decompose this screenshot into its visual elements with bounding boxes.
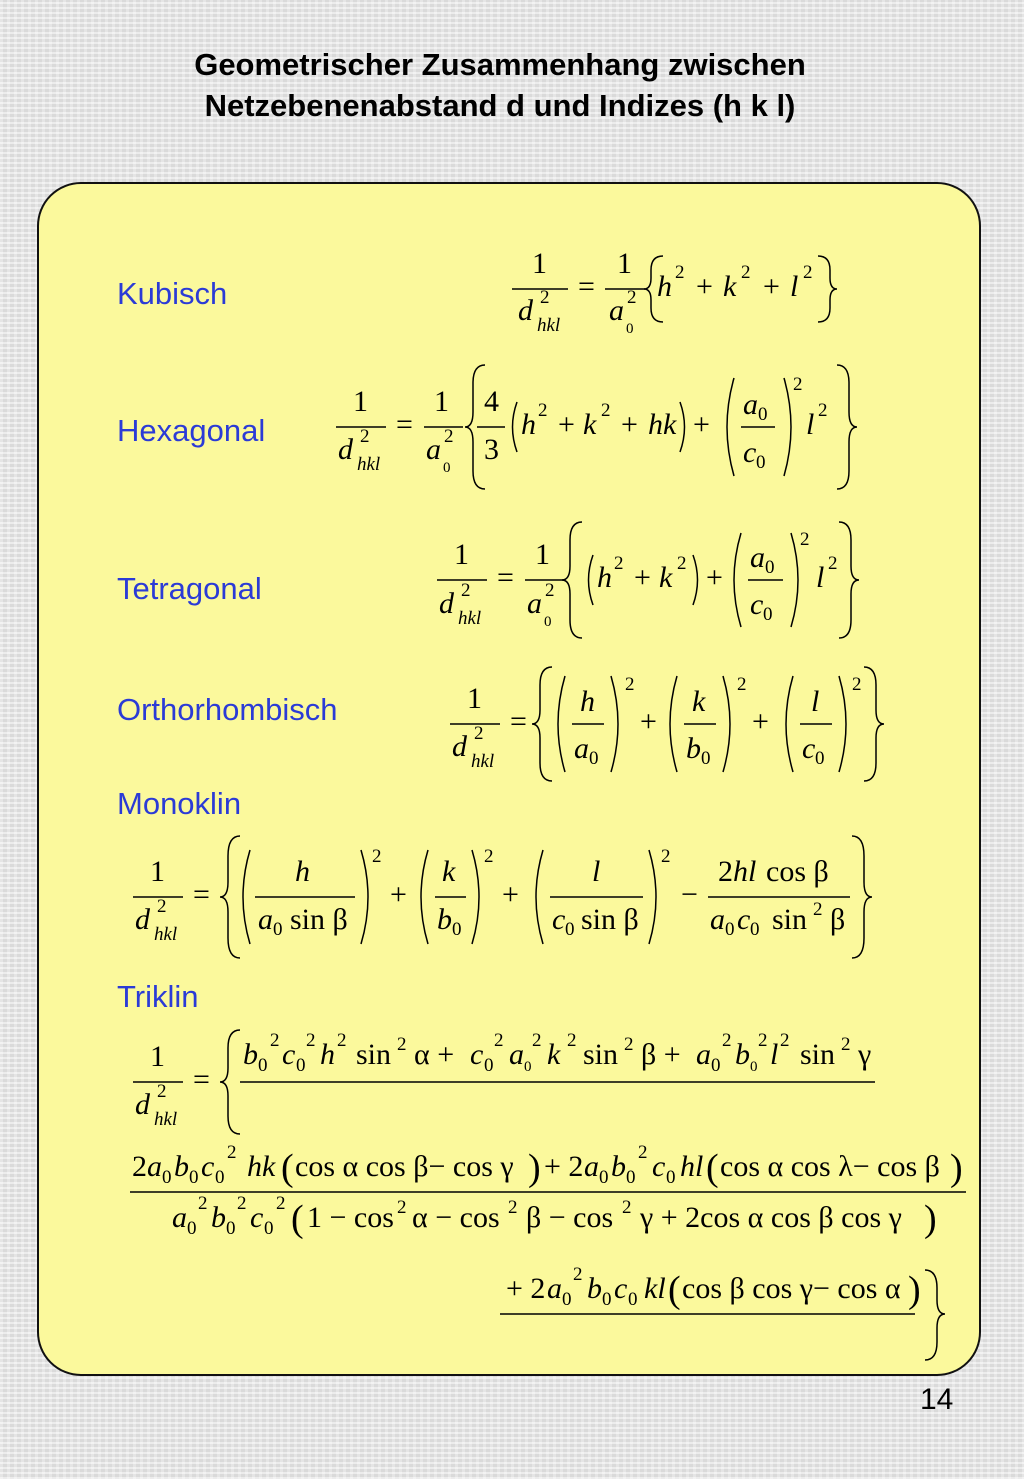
svg-text:(: ( xyxy=(281,1147,294,1189)
svg-text:a: a xyxy=(509,1038,524,1071)
svg-text:2: 2 xyxy=(625,674,635,695)
svg-text:=: = xyxy=(396,408,413,441)
svg-text:α − cos: α − cos xyxy=(412,1201,500,1234)
svg-text:+: + xyxy=(390,878,407,911)
formula-strokes xyxy=(130,256,966,1360)
svg-text:h: h xyxy=(657,270,672,303)
svg-text:d: d xyxy=(439,587,454,620)
svg-text:2: 2 xyxy=(722,1030,732,1051)
svg-text:2: 2 xyxy=(661,846,671,867)
svg-text:h: h xyxy=(521,408,536,441)
svg-text:0: 0 xyxy=(215,1167,225,1188)
svg-text:b: b xyxy=(174,1150,189,1183)
svg-text:2: 2 xyxy=(397,1034,407,1055)
svg-text:0: 0 xyxy=(758,404,768,425)
svg-text:1: 1 xyxy=(467,682,482,715)
svg-text:l: l xyxy=(592,855,601,888)
svg-text:sin: sin xyxy=(356,1038,392,1071)
svg-text:cos β: cos β xyxy=(766,855,829,888)
svg-text:0: 0 xyxy=(602,1289,612,1310)
svg-text:0: 0 xyxy=(296,1055,306,1076)
svg-text:0: 0 xyxy=(765,557,775,578)
svg-text:0: 0 xyxy=(189,1167,199,1188)
svg-text:0: 0 xyxy=(763,604,773,625)
title-line-1: Geometrischer Zusammenhang zwischen xyxy=(194,47,806,82)
svg-text:=: = xyxy=(193,1063,210,1096)
svg-text:0: 0 xyxy=(187,1218,197,1239)
svg-text:k: k xyxy=(723,270,737,303)
svg-text:+: + xyxy=(752,705,769,738)
svg-text:b: b xyxy=(686,732,701,765)
svg-text:): ) xyxy=(950,1147,963,1189)
svg-text:2: 2 xyxy=(614,553,624,574)
svg-text:c: c xyxy=(737,903,751,936)
svg-text:d: d xyxy=(518,294,533,327)
svg-text:2: 2 xyxy=(573,1264,583,1285)
svg-text:l: l xyxy=(790,270,799,303)
svg-text:hl: hl xyxy=(680,1150,704,1183)
svg-text:+: + xyxy=(634,561,651,594)
svg-text:hkl: hkl xyxy=(458,608,482,629)
svg-text:2: 2 xyxy=(508,1197,518,1218)
svg-text:c: c xyxy=(282,1038,296,1071)
svg-text:0: 0 xyxy=(565,919,575,940)
svg-text:+ 2: + 2 xyxy=(544,1150,584,1183)
svg-text:a: a xyxy=(527,587,542,620)
svg-text:hk: hk xyxy=(648,408,677,441)
svg-text:0: 0 xyxy=(750,919,760,940)
svg-text:h: h xyxy=(295,855,310,888)
svg-text:+: + xyxy=(640,705,657,738)
svg-text:hl: hl xyxy=(733,855,757,888)
title-line-2: Netzebenenabstand d und Indizes (h k l) xyxy=(204,88,796,123)
svg-text:0: 0 xyxy=(756,452,766,473)
label-hexagonal: Hexagonal xyxy=(117,413,266,448)
svg-text:2: 2 xyxy=(803,262,813,283)
svg-text:2: 2 xyxy=(474,723,484,744)
svg-text:hkl: hkl xyxy=(537,315,561,336)
svg-text:a: a xyxy=(547,1272,562,1305)
page-number: 14 xyxy=(920,1383,954,1416)
svg-text:b: b xyxy=(437,903,452,936)
svg-text:2: 2 xyxy=(841,1034,851,1055)
svg-text:0: 0 xyxy=(626,1167,636,1188)
svg-text:c: c xyxy=(802,732,816,765)
svg-text:1: 1 xyxy=(150,1040,165,1073)
svg-text:a: a xyxy=(426,433,441,466)
svg-text:0: 0 xyxy=(725,919,735,940)
svg-text:c: c xyxy=(614,1272,628,1305)
svg-text:a: a xyxy=(584,1150,599,1183)
svg-text:0: 0 xyxy=(626,321,634,337)
svg-text:0: 0 xyxy=(599,1167,609,1188)
svg-text:0: 0 xyxy=(484,1055,494,1076)
svg-text:sin: sin xyxy=(772,903,808,936)
svg-text:2: 2 xyxy=(622,1197,632,1218)
svg-text:2: 2 xyxy=(675,262,685,283)
svg-text:0: 0 xyxy=(452,919,462,940)
svg-text:0: 0 xyxy=(628,1289,638,1310)
svg-text:h: h xyxy=(597,561,612,594)
svg-text:c: c xyxy=(201,1150,215,1183)
svg-text:b: b xyxy=(587,1272,602,1305)
svg-text:hk: hk xyxy=(247,1150,276,1183)
svg-text:2: 2 xyxy=(132,1150,147,1183)
svg-text:a: a xyxy=(696,1038,711,1071)
svg-text:c: c xyxy=(250,1201,264,1234)
label-kubisch: Kubisch xyxy=(117,276,228,311)
svg-text:l: l xyxy=(770,1038,779,1071)
svg-text:β +: β + xyxy=(641,1038,681,1071)
svg-text:1: 1 xyxy=(353,385,368,418)
svg-text:sin β: sin β xyxy=(290,903,348,936)
svg-text:+: + xyxy=(558,408,575,441)
svg-text:0: 0 xyxy=(666,1167,676,1188)
svg-text:k: k xyxy=(659,561,673,594)
svg-text:sin: sin xyxy=(800,1038,836,1071)
svg-text:2: 2 xyxy=(227,1142,237,1163)
svg-text:2: 2 xyxy=(306,1030,316,1051)
svg-text:1: 1 xyxy=(454,538,469,571)
svg-text:γ + 2cos α cos β cos γ: γ + 2cos α cos β cos γ xyxy=(640,1201,902,1234)
svg-text:k: k xyxy=(692,685,706,718)
svg-text:(: ( xyxy=(291,1198,304,1240)
svg-text:=: = xyxy=(510,705,527,738)
svg-text:hkl: hkl xyxy=(154,924,178,945)
svg-text:a: a xyxy=(609,294,624,327)
label-triklin: Triklin xyxy=(117,979,199,1014)
svg-text:b: b xyxy=(243,1038,258,1071)
svg-text:h: h xyxy=(580,685,595,718)
svg-text:(: ( xyxy=(706,1147,719,1189)
svg-text:d: d xyxy=(135,903,150,936)
svg-text:l: l xyxy=(816,561,825,594)
svg-text:2: 2 xyxy=(624,1034,634,1055)
svg-text:2: 2 xyxy=(800,529,810,550)
svg-text:2: 2 xyxy=(237,1193,247,1214)
svg-text:k: k xyxy=(583,408,597,441)
svg-text:c: c xyxy=(470,1038,484,1071)
svg-text:=: = xyxy=(193,878,210,911)
svg-text:2: 2 xyxy=(638,1142,648,1163)
svg-text:+: + xyxy=(621,408,638,441)
svg-text:a: a xyxy=(172,1201,187,1234)
svg-text:3: 3 xyxy=(484,433,499,466)
svg-text:0: 0 xyxy=(562,1289,572,1310)
svg-text:hkl: hkl xyxy=(471,751,495,772)
svg-text:2: 2 xyxy=(780,1030,790,1051)
svg-text:a: a xyxy=(258,903,273,936)
svg-text:2: 2 xyxy=(360,426,370,447)
svg-text:2: 2 xyxy=(818,400,828,421)
svg-text:d: d xyxy=(135,1088,150,1121)
svg-text:0: 0 xyxy=(524,1059,532,1075)
svg-text:2: 2 xyxy=(601,400,611,421)
svg-text:a: a xyxy=(147,1150,162,1183)
svg-text:γ: γ xyxy=(858,1038,872,1071)
svg-text:2: 2 xyxy=(627,287,637,308)
svg-text:cos α cos λ− cos β: cos α cos λ− cos β xyxy=(720,1150,940,1183)
svg-text:h: h xyxy=(320,1038,335,1071)
svg-text:2: 2 xyxy=(198,1193,208,1214)
svg-text:0: 0 xyxy=(162,1167,172,1188)
svg-text:0: 0 xyxy=(264,1218,274,1239)
svg-text:2: 2 xyxy=(545,580,555,601)
svg-text:1 − cos: 1 − cos xyxy=(307,1201,394,1234)
svg-text:2: 2 xyxy=(538,400,548,421)
svg-text:+: + xyxy=(693,408,710,441)
svg-text:2: 2 xyxy=(540,287,550,308)
svg-text:2: 2 xyxy=(758,1030,768,1051)
svg-text:d: d xyxy=(338,433,353,466)
svg-text:2: 2 xyxy=(157,896,167,917)
svg-text:): ) xyxy=(924,1198,937,1240)
svg-text:b: b xyxy=(211,1201,226,1234)
svg-text:2: 2 xyxy=(718,855,733,888)
svg-text:d: d xyxy=(452,730,467,763)
svg-text:0: 0 xyxy=(258,1055,268,1076)
svg-text:4: 4 xyxy=(484,385,499,418)
svg-text:0: 0 xyxy=(815,748,825,769)
svg-text:2: 2 xyxy=(461,580,471,601)
svg-text:kl: kl xyxy=(644,1272,666,1305)
svg-text:0: 0 xyxy=(589,748,599,769)
svg-text:0: 0 xyxy=(443,460,451,476)
svg-text:k: k xyxy=(442,855,456,888)
svg-text:b: b xyxy=(735,1038,750,1071)
svg-text:+: + xyxy=(763,270,780,303)
svg-text:2: 2 xyxy=(270,1030,280,1051)
svg-text:=: = xyxy=(497,561,514,594)
svg-text:2: 2 xyxy=(276,1193,286,1214)
svg-text:2: 2 xyxy=(852,674,862,695)
svg-text:2: 2 xyxy=(793,374,803,395)
svg-text:2: 2 xyxy=(567,1030,577,1051)
svg-text:β − cos: β − cos xyxy=(526,1201,614,1234)
svg-text:sin β: sin β xyxy=(581,903,639,936)
svg-text:1: 1 xyxy=(150,855,165,888)
svg-text:α +: α + xyxy=(414,1038,455,1071)
svg-text:): ) xyxy=(528,1147,541,1189)
svg-text:): ) xyxy=(908,1269,921,1311)
svg-text:0: 0 xyxy=(701,748,711,769)
svg-text:c: c xyxy=(552,903,566,936)
svg-text:2: 2 xyxy=(813,899,823,920)
svg-text:a: a xyxy=(574,732,589,765)
svg-text:l: l xyxy=(806,408,815,441)
svg-text:+ 2: + 2 xyxy=(506,1272,546,1305)
svg-text:l: l xyxy=(811,685,820,718)
svg-text:c: c xyxy=(652,1150,666,1183)
svg-text:0: 0 xyxy=(273,919,283,940)
svg-text:cos α cos β− cos γ: cos α cos β− cos γ xyxy=(295,1150,514,1183)
svg-text:+: + xyxy=(502,878,519,911)
svg-text:0: 0 xyxy=(544,614,552,630)
svg-text:sin: sin xyxy=(583,1038,619,1071)
svg-text:(: ( xyxy=(668,1269,681,1311)
label-tetragonal: Tetragonal xyxy=(117,571,262,606)
svg-text:2: 2 xyxy=(677,553,687,574)
svg-text:2: 2 xyxy=(737,674,747,695)
svg-text:2: 2 xyxy=(494,1030,504,1051)
svg-text:2: 2 xyxy=(532,1030,542,1051)
svg-text:1: 1 xyxy=(434,385,449,418)
svg-text:2: 2 xyxy=(741,262,751,283)
svg-text:0: 0 xyxy=(226,1218,236,1239)
svg-text:β: β xyxy=(830,903,846,936)
svg-text:a: a xyxy=(743,388,758,421)
svg-text:2: 2 xyxy=(828,553,838,574)
svg-text:2: 2 xyxy=(337,1030,347,1051)
svg-text:c: c xyxy=(743,436,757,469)
svg-text:0: 0 xyxy=(750,1059,758,1075)
label-monoklin: Monoklin xyxy=(117,786,242,821)
svg-text:1: 1 xyxy=(617,247,632,280)
svg-text:=: = xyxy=(578,270,595,303)
svg-text:hkl: hkl xyxy=(154,1109,178,1130)
svg-text:0: 0 xyxy=(711,1055,721,1076)
svg-text:2: 2 xyxy=(484,846,494,867)
svg-text:2: 2 xyxy=(444,426,454,447)
svg-text:2: 2 xyxy=(372,846,382,867)
svg-text:c: c xyxy=(750,588,764,621)
svg-text:a: a xyxy=(750,541,765,574)
svg-text:2: 2 xyxy=(157,1081,167,1102)
svg-text:+: + xyxy=(696,270,713,303)
svg-text:1: 1 xyxy=(535,538,550,571)
formula-text xyxy=(132,247,963,1311)
svg-text:−: − xyxy=(681,878,698,911)
svg-text:2: 2 xyxy=(397,1197,407,1218)
svg-text:k: k xyxy=(547,1038,561,1071)
svg-text:cos β cos γ− cos α: cos β cos γ− cos α xyxy=(682,1272,901,1305)
svg-text:a: a xyxy=(710,903,725,936)
label-orthorhombisch: Orthorhombisch xyxy=(117,692,338,727)
svg-text:+: + xyxy=(706,561,723,594)
svg-text:b: b xyxy=(611,1150,626,1183)
svg-text:hkl: hkl xyxy=(357,454,381,475)
svg-text:1: 1 xyxy=(532,247,547,280)
